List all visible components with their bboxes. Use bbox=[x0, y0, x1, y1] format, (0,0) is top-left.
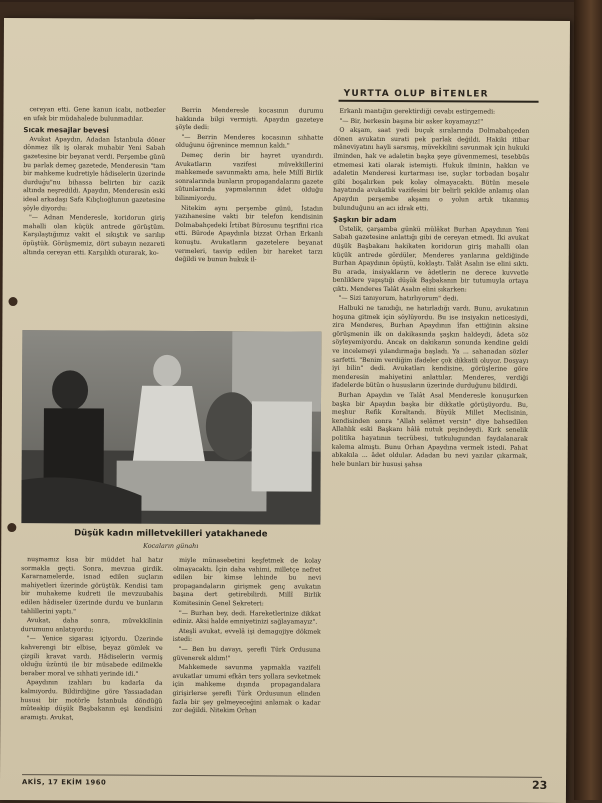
paragraph: "— Bir, herkesin başına bir asker koyamayız!" bbox=[339, 117, 484, 126]
paragraph: Burhan Apaydın ve Talât Asal Menderesle konuşurken başka bir Apaydın başka bir dikkatle görüşüyordu. Bu, meşhur Refik Koraltandı. Büyük Millet Meclisinin, kendisinden sonra "Allah selâmet versin" diye bahsedilen Allahlık eski Başkanı hâlâ nutuk peşindeydi. Kırk senelik politika hayatının tecrübesi, tutkulugundan faydalanarak kalema almıştı. Bunu Orhan Apaydına vermek istedi. Pahat abkakıla ... âdet oldular. Adadan bu nevi yazılar çıkarmak, hele bunları bir hususi şahsa bbox=[331, 391, 529, 468]
paragraph: "— Burhan bey, dedi. Hareketlerinize dikkat ediniz. Aksi halde emniyetinizi sağlayamayız". bbox=[172, 609, 321, 626]
section-header: YURTTA OLUP BİTENLER bbox=[343, 88, 489, 100]
paragraph: Berrin Menderesle kocasının durumu hakkında bilgi vermişti. Apaydın gazeteye şöyle dedi: bbox=[175, 106, 324, 132]
paragraph: Avukat Apaydın, Adadan İstanbula döner dönmez ilk iş olarak muhabir Yeni Sabah gazetesine bir beyanat verdi. Perşembe günü bu parlak demeç gazetede, Menderesin "tam bir mahkeme kudretiyle hâdiselerin üzerinde durduğu"nu bihassa belirten bir cazik altında neşredildi. Apaydın, Menderesin eski ideal arkadaşı Safa Kılıçlıoğlunun gazetesine şöyle diyordu: bbox=[22, 135, 166, 212]
photo-subcaption: Kocaların günahı bbox=[143, 541, 199, 551]
footer-rule bbox=[22, 774, 542, 778]
section-header-rule bbox=[339, 100, 539, 103]
paragraph: Mahkemede savunma yapmakla vazifeli avukatlar umumi efkârı ters yollara sevketmek için mahkeme dışında propagandalara girişirlerse şerefli Türk Ordusunun elinden fazla bir şey gelmeyeceğini anlamak o kadar zor değildi. Nitekim Orhan bbox=[172, 664, 321, 715]
photo-caption: Düşük kadın milletvekilleri yatakhanede bbox=[74, 528, 268, 540]
paragraph: Apaydının izahları bu kadarla da kalmıyordu. Bildirdiğine göre Yassıadadan hususi bir motörle İstanbula döndüğü müteakip düşük Başbakanın eşi kendisini aramıştı. Avukat, bbox=[20, 679, 163, 722]
subheading: Sıcak mesajlar bevesi bbox=[23, 126, 109, 135]
table-surface-right bbox=[574, 0, 602, 800]
paragraph: cereyan etti. Gene kanun icabı, notbezler en ufak bir müdahalede bulunmadılar. bbox=[23, 106, 166, 123]
paragraph: nuşmamız kısa bir müddet hal hatır sormakla geçti. Sonra, mevzua girdik. Kararnamelerde, isnad edilen suçların mahiyetleri üzerinde görüştük. Kendisi tam bir muhakeme kudreti ile mevzuubahis edilen hâdiseler üzerinde durdu ve bunların tahlillerini yaptı." bbox=[20, 556, 164, 615]
paragraph: miyle münasebetini keşfetmek de kolay olmayacaktı. İçin daha vahimi, milletçe nefret edilen bir kimse lehinde bu nevi propagandaların girişmek genç avukatın başına dert getirebilirdi. Millî Birlik Komitesinin Genel Sekreteri: bbox=[172, 556, 322, 608]
binding-hole bbox=[7, 523, 16, 532]
paragraph: Nitekim aynı perşembe günü, İstadın yazıhanesine vakti bir telefon kendisinin Dolmabahçedeki İrtibat Bürosunu teşrifini rica etti. Bürode Apaydınla bizzat Orhan Erkanlı konuştu. Avukatların gazetelere beyanat vermeleri, tasvip edilen bir hareket tarzı değildi ve bunun hukuk il- bbox=[174, 204, 324, 264]
binding-hole bbox=[8, 297, 17, 306]
paragraph: Üstelik, çarşamba günkü mülâkat Burhan Apaydının Yeni Sabah gazetesine anlattığı gibi de cereyan etmedi. İki avukat düşük Başbakanı hakikaten koridorun giriş mahalli olan küçük antrede gördüler, Menderes yanlarına geldiğinde Burhan Apaydının öpüştü, koklaştı. Talât Asalın ise elini sıktı. Bu arada, insiyakların ve âdetlerin ne derece kuvvetle benliklere yapıştığı düşük Başbakanın bir tutumuyla ortaya çıktı. Menderes Talât Asalın elini sıkarken: bbox=[332, 225, 529, 294]
paragraph: Ateşli avukat, evvelâ işi demagojiye dökmek istedi: bbox=[172, 627, 321, 644]
photo-hospital-ward bbox=[21, 330, 321, 525]
text-column-middle-bottom bbox=[172, 557, 321, 774]
issue-date: AKİS, 17 EKİM 1960 bbox=[21, 778, 107, 787]
text-column-left-bottom bbox=[20, 556, 163, 773]
photo-image bbox=[21, 330, 321, 525]
paragraph: "— Sizi tanıyorum, hatırlıyorum" dedi. bbox=[338, 295, 459, 303]
paragraph: Avukat, daha sonra, müvekkilinin durumunu anlatıyordu: bbox=[20, 617, 163, 634]
table-surface-top bbox=[0, 0, 602, 2]
paragraph: "— Ben bu davayı, şerefli Türk Ordusuna güvenerek aldım!" bbox=[172, 645, 321, 662]
paragraph: Halbuki ne tanıdığı, ne hatırladığı vardı. Bunu, avukatının hoşuna gitmek için söylüyordu. Bu ise insiyakın neticesiydi, zira Menderes, Burhan Apaydının îfan ettiğinin aksine görüşmenin ilk on dakikasında şaşkın haldeydi, âdeta söz söyleyemiyordu. Ancak on dakikanın sonunda kendine geldi ve incelemeyi yılandırmağa başladı. Ya ... sahanadan sözler sarfetti. "Benim verdiğim ifadeler çok dikkatli oluyor. Dosyayı iyi bilin" dedi. Avukatları kendisine, görüşlerine göre menderesin mahiyetini anlattılar. Menderes, verdiği ifadelerde bütün o hususların üzerinde durduğunu bildirdi. bbox=[332, 304, 529, 391]
magazine-page bbox=[0, 18, 570, 803]
paragraph: Erkanlı mantığın gerektirdiği cevabı estirgemedi: bbox=[339, 107, 496, 116]
text-column-right bbox=[330, 108, 529, 769]
paragraph: "— Yenice sigarası içiyordu. Üzerinde kahverengi bir elbise, beyaz gömlek ve çizgili kravat vardı. Hâdiselerin vermiş olduğu üzüntü ile bir müsabede edilmekle beraber moral ve sıhhati yerinde idi." bbox=[20, 635, 163, 678]
text-column-middle-top bbox=[174, 107, 323, 330]
paragraph: Demeç derin bir hayret uyandırdı. Avukatların vazifesi müvekkillerini mahkemede savunmaktı ama, hele Millî Birlik sonralarında bunların propagandalarını gazete sütunlarında yapmalarının âdet olduğu bilinmiyordu. bbox=[175, 151, 324, 203]
paragraph: "— Berrin Menderes kocasının sıhhatte olduğunu öğrenince memnun kaldı." bbox=[175, 133, 324, 150]
page-number: 23 bbox=[531, 778, 548, 792]
paragraph: O akşam, saat yedi buçuk sıralarında Dolmabahçeden dönen avukatın surati pek parlak değildi. Hakiki itibar mâneviyatını hayli sarsmış, müvekkilini savunmak için hukuki ilminden, hak ve adaletin başka şeye güvenmemesi, tesebbüs etmemesi kati olarak istemişti. Hukuk ilminin, hakkın ve adaletin Menderesi kurtarması ise, suçlar torbadan boşalır gibi boşalırken pek kolay olmayacaktı. Bütün mesele hayatında avukatlık vazifesini bir belirli şekilde anlamış olan Apaydın perşembe akşamı o yolun artık tıkanmış bulunduğunu an acı idrak etti. bbox=[332, 126, 530, 212]
subheading: Şaşkın bir adam bbox=[332, 215, 397, 225]
text-column-left-top bbox=[22, 106, 165, 329]
paragraph: "— Adnan Menderesle, koridorun giriş mahalli olan küçük antrede görüştüm. Karşılaştığımız vakit el sıkıştık ve sarılıp öpüştük. Görüşmemiz, dört subayın nezareti altında cereyan etti. Karşılıklı oturarak, ko- bbox=[22, 214, 165, 257]
